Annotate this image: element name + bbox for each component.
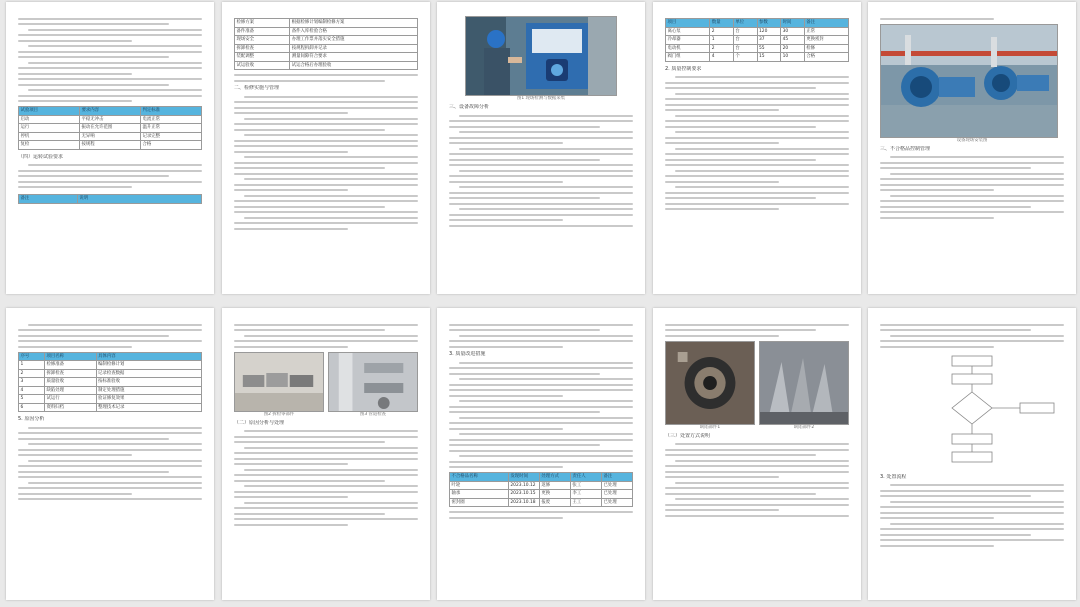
text-line bbox=[18, 18, 202, 20]
section-heading: （二）原因分析与处理 bbox=[234, 419, 285, 426]
flow-box bbox=[1020, 403, 1054, 413]
defect-image-2 bbox=[760, 342, 848, 424]
pipe-photo bbox=[328, 352, 418, 412]
worker-photo-image bbox=[466, 17, 616, 95]
document-page-8 bbox=[437, 308, 645, 600]
inspection-table: 试验项目 要求内容 判定标准 启动 平稳无冲击 电流正常 运行 振动在允许范围 温升正常 停机 无异响 记录完整 复检 按规程 合格 bbox=[18, 106, 202, 150]
flow-box bbox=[952, 356, 992, 366]
section-heading: 三、不合格品控制管理 bbox=[880, 145, 931, 152]
figure-row: 缺陷部件1 缺陷部件2 bbox=[665, 341, 849, 431]
section-heading: 3. 质量改进措施 bbox=[449, 351, 486, 357]
document-page-9 bbox=[653, 308, 861, 600]
pump-equipment-image bbox=[881, 25, 1057, 137]
pipe-image bbox=[329, 353, 417, 411]
pump-equipment-photo bbox=[880, 24, 1058, 138]
figure-row: 图2 拆检零部件 图3 管道检查 bbox=[234, 352, 418, 418]
process-flowchart bbox=[880, 352, 1064, 472]
section-heading: 三、设备故障分析 bbox=[449, 104, 490, 110]
figure-caption: 图1 现场检测与数据采集 bbox=[516, 96, 566, 101]
section-heading: 5. 原因分析 bbox=[18, 416, 45, 422]
parts-photo bbox=[234, 352, 324, 412]
defect-image-1 bbox=[666, 342, 754, 424]
section-heading: 2. 质量控制要求 bbox=[665, 65, 702, 72]
flow-box bbox=[952, 452, 992, 462]
procedure-table: 检修方案 根据检修计划编制检修方案 备件准备 备件入库检验合格 现场安全 办理工作票并落实安全措施 拆卸检查 按规程拆卸并记录 装配调整 测量间隙符合要求 试运验收 试运合格后办理验收 bbox=[234, 18, 418, 70]
defect-photo-2 bbox=[759, 341, 849, 425]
flow-box bbox=[952, 434, 992, 444]
footer-table: 备注 说明 bbox=[18, 194, 202, 204]
flow-decision bbox=[952, 392, 992, 424]
document-page-5 bbox=[868, 2, 1076, 294]
equipment-table: 项目 数量 单位 参数 时间 备注 离心泵 2 台 120 30 正常 冷却器 1 台 37 45 更换密封 电动机 2 台 55 20 检修 阀门组 4 个 15 10 合格 bbox=[665, 18, 849, 62]
document-page-3 bbox=[437, 2, 645, 294]
section-heading: 3. 处置流程 bbox=[880, 473, 907, 480]
parts-image bbox=[235, 353, 323, 411]
nonconforming-table: 不合格品名称 发现时间 处理方式 责任人 备注 叶轮 2023.10.12 返修 张工 已处理 轴承 2023.10.15 更换 李工 已处理 密封圈 2023.10.18 报废 王工 已处理 bbox=[449, 472, 633, 507]
document-page-6 bbox=[6, 308, 214, 600]
document-page-2 bbox=[222, 2, 430, 294]
figure-caption: 设备现场安装图 bbox=[956, 137, 988, 143]
document-page-10 bbox=[868, 308, 1076, 600]
document-page-7 bbox=[222, 308, 430, 600]
section-heading: （三）处置方式说明 bbox=[665, 432, 711, 439]
defect-photo-1 bbox=[665, 341, 755, 425]
document-page-1 bbox=[6, 2, 214, 294]
section-heading: 二、检修实施与管理 bbox=[234, 85, 280, 91]
flow-box bbox=[952, 374, 992, 384]
document-page-4 bbox=[653, 2, 861, 294]
section-heading: （四）运转试验要求 bbox=[18, 153, 64, 160]
worker-photo bbox=[465, 16, 617, 96]
task-table: 序号 项目名称 具体内容 1 检修准备 编制检修计划 2 拆卸检查 记录检查数据 3 质量验收 按标准验收 4 缺陷处理 制定处理措施 5 试运行 验证修复效果 6 资料归档 整理技术记录 bbox=[18, 352, 202, 413]
